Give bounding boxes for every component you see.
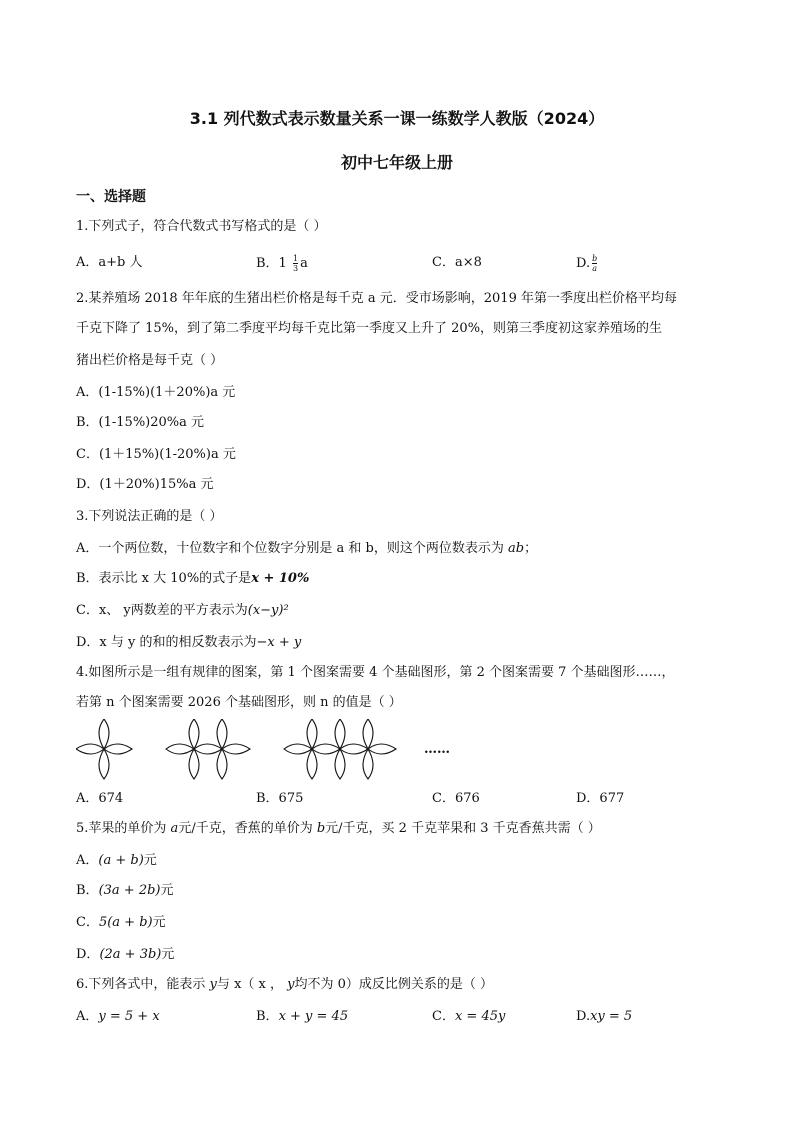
stem-text: 5.苹果的单价为 bbox=[76, 821, 167, 836]
question-2-option-d: D．(1＋20%)15%a 元 bbox=[76, 477, 214, 492]
question-6-option-c bbox=[432, 1008, 505, 1026]
question-3-option-b bbox=[76, 570, 309, 588]
question-2-line-3: 猪出栏价格是每千克（ ） bbox=[76, 353, 224, 368]
unit: 元 bbox=[160, 883, 174, 898]
math-var: y bbox=[287, 977, 295, 992]
question-1-option-b bbox=[256, 254, 308, 273]
question-5-option-b bbox=[76, 882, 174, 900]
math-expression: (3a + 2b) bbox=[98, 883, 161, 898]
pattern-ellipsis: …… bbox=[424, 742, 450, 757]
question-3-option-c bbox=[76, 602, 289, 620]
unit: 元 bbox=[143, 853, 157, 868]
question-4-line-1: 4.如图所示是一组有规律的图案，第 1 个图案需要 4 个基础图形，第 2 个图案需要 7 个基础图形……， bbox=[76, 665, 675, 680]
question-5-option-d bbox=[76, 946, 174, 964]
math-expression: y = 5 + x bbox=[98, 1009, 160, 1024]
unit: 元 bbox=[152, 915, 166, 930]
question-2-line-1: 2.某养殖场 2018 年年底的生猪出栏价格是每千克 a 元．受市场影响，2019 年第一季度出栏价格平均每 bbox=[76, 291, 677, 306]
question-6-option-d bbox=[576, 1008, 632, 1026]
stem-text: 元/千克，买 2 千克苹果和 3 千克香蕉共需（ ） bbox=[325, 821, 601, 836]
document-title: 3.1 列代数式表示数量关系一课一练数学人教版（2024） bbox=[189, 109, 605, 128]
math-expression: x + 10% bbox=[251, 571, 310, 586]
unit: 元 bbox=[161, 947, 175, 962]
question-6-stem bbox=[76, 976, 493, 994]
question-4-option-a: A．674 bbox=[76, 791, 124, 806]
section-heading: 一、选择题 bbox=[76, 189, 146, 205]
question-4-option-b: B．675 bbox=[256, 791, 304, 806]
option-text: C．x、 y两数差的平方表示为 bbox=[76, 603, 248, 618]
option-b-integer: B．1 bbox=[256, 256, 287, 271]
question-1-option-d bbox=[576, 254, 599, 273]
question-2-option-c: C．(1＋15%)(1-20%)a 元 bbox=[76, 447, 236, 462]
math-expression: (2a + 3b) bbox=[99, 947, 162, 962]
option-label: A． bbox=[76, 1009, 99, 1024]
stem-text: 6.下列各式中，能表示 bbox=[76, 977, 206, 992]
question-1-option-c: C．a×8 bbox=[432, 255, 482, 270]
fraction bbox=[293, 254, 298, 273]
question-6-option-a bbox=[76, 1008, 160, 1026]
math-expression: −x + y bbox=[256, 635, 302, 650]
option-text: A．一个两位数，十位数字和个位数字分别是 a 和 b，则这个两位数表示为 bbox=[76, 541, 504, 556]
punctuation: ； bbox=[524, 541, 538, 556]
option-label: B． bbox=[256, 1009, 279, 1024]
math-expression: xy = 5 bbox=[590, 1009, 633, 1024]
math-expression: (x−y)² bbox=[247, 603, 289, 618]
numerator: b bbox=[592, 254, 598, 263]
denominator: a bbox=[592, 264, 598, 273]
stem-text: 与 bbox=[216, 977, 230, 992]
option-text: D．x 与 y 的和的相反数表示为 bbox=[76, 635, 257, 650]
question-5-option-a bbox=[76, 852, 157, 870]
question-3-option-d bbox=[76, 634, 301, 652]
numerator: 1 bbox=[292, 254, 299, 263]
pattern-2 bbox=[166, 719, 250, 779]
stem-text: x（ x ， bbox=[234, 977, 283, 992]
question-2-line-2: 千克下降了 15%，到了第二季度平均每千克比第一季度又上升了 20%，则第三季度初这家养殖场的生 bbox=[76, 321, 663, 336]
question-2-option-a: A．(1-15%)(1＋20%)a 元 bbox=[76, 385, 236, 400]
math-expression: (a + b) bbox=[98, 853, 144, 868]
math-expression: x = 45y bbox=[454, 1009, 506, 1024]
fraction bbox=[592, 254, 597, 273]
denominator: 3 bbox=[292, 264, 299, 273]
math-var: a bbox=[170, 821, 179, 836]
question-1-option-a: A．a+b 人 bbox=[76, 255, 143, 270]
math-expression: ab bbox=[508, 541, 525, 556]
option-label: A． bbox=[76, 853, 99, 868]
question-1-stem: 1.下列式子，符合代数式书写格式的是（ ） bbox=[76, 219, 327, 234]
stem-text: 均不为 0）成反比例关系的是（ ） bbox=[294, 977, 494, 992]
option-label: D. bbox=[576, 1009, 591, 1024]
stem-text: 元/千克，香蕉的单价为 bbox=[178, 821, 313, 836]
pattern-1 bbox=[76, 719, 132, 779]
option-b-var: a bbox=[300, 256, 308, 271]
option-label: C． bbox=[76, 915, 99, 930]
math-var: y bbox=[209, 977, 217, 992]
question-4-option-c: C．676 bbox=[432, 791, 480, 806]
question-5-option-c bbox=[76, 914, 166, 932]
question-3-option-a bbox=[76, 540, 537, 558]
option-label: C． bbox=[432, 1009, 455, 1024]
option-label: D． bbox=[76, 947, 100, 962]
question-3-stem: 3.下列说法正确的是（ ） bbox=[76, 509, 223, 524]
document-subtitle: 初中七年级上册 bbox=[340, 153, 453, 172]
option-label: B． bbox=[76, 883, 99, 898]
math-expression: x + y = 45 bbox=[278, 1009, 349, 1024]
option-d-label: D. bbox=[576, 256, 591, 271]
math-var: b bbox=[316, 821, 326, 836]
pattern-3 bbox=[284, 719, 396, 779]
question-2-option-b: B．(1-15%)20%a 元 bbox=[76, 415, 205, 430]
flower-pattern-figure bbox=[76, 719, 476, 781]
math-expression: 5(a + b) bbox=[98, 915, 153, 930]
question-6-option-b bbox=[256, 1008, 348, 1026]
question-5-stem bbox=[76, 820, 601, 838]
question-4-line-2: 若第 n 个图案需要 2026 个基础图形，则 n 的值是（ ） bbox=[76, 695, 402, 710]
question-4-option-d: D．677 bbox=[576, 791, 625, 806]
option-text: B．表示比 x 大 10%的式子是 bbox=[76, 571, 252, 586]
